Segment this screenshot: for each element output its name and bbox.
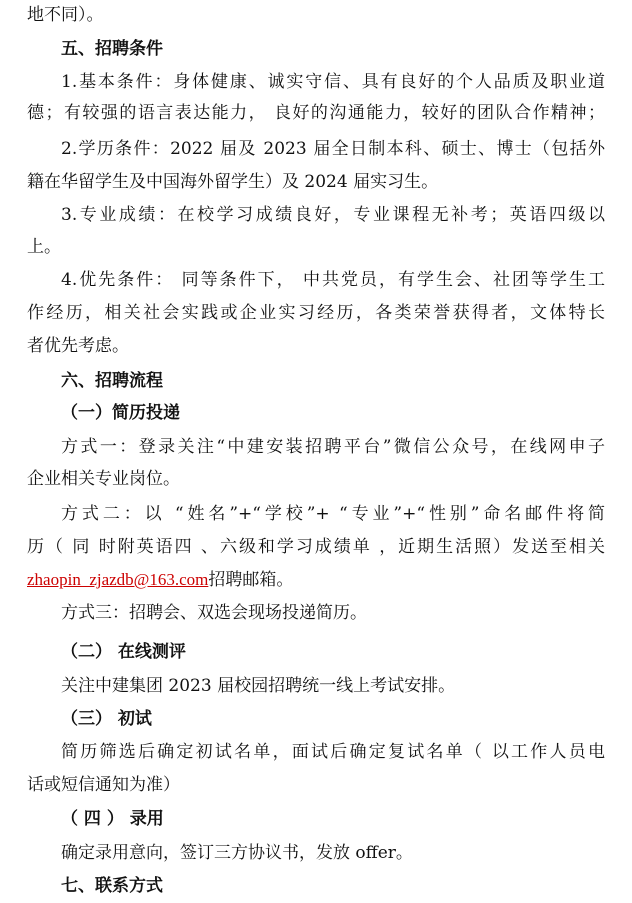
hiring-text: 确定录用意向，签订三方协议书，发放 offer。 bbox=[61, 843, 413, 863]
priority-conditions-line-2: 作经历，相关社会实践或企业实习经历，各类荣誉获得者，文体特长 bbox=[27, 303, 605, 323]
grade-conditions-line-1: 3.专业成绩：在校学习成绩良好，专业课程无补考；英语四级以 bbox=[61, 205, 605, 225]
basic-conditions-line-2: 德；有较强的语言表达能力， 良好的沟通能力，较好的团队合作精神； bbox=[27, 103, 605, 123]
submission-method-2-line-2: 历（ 同 时附英语四 、六级和学习成绩单 ，近期生活照）发送至相关 bbox=[27, 537, 605, 557]
section-7-heading: 七、联系方式 bbox=[61, 876, 163, 896]
education-conditions-line-1: 2.学历条件：2022 届及 2023 届全日制本科、硕士、博士（包括外 bbox=[61, 139, 605, 159]
first-interview-heading: （三） 初试 bbox=[61, 709, 152, 729]
submission-method-1-line-1: 方式一：登录关注“中建安装招聘平台”微信公众号，在线网申子 bbox=[61, 437, 605, 457]
resume-submission-heading: （一）简历投递 bbox=[61, 403, 180, 423]
submission-method-1-line-2: 企业相关专业岗位。 bbox=[27, 469, 180, 489]
education-conditions-line-2: 籍在华留学生及中国海外留学生）及 2024 届实习生。 bbox=[27, 172, 439, 192]
basic-conditions-line-1: 1.基本条件：身体健康、诚实守信、具有良好的个人品质及职业道 bbox=[61, 72, 605, 92]
hiring-heading: （ 四 ） 录用 bbox=[61, 809, 164, 829]
recruitment-email-link[interactable]: zhaopin_zjazdb@163.com bbox=[27, 570, 209, 589]
priority-conditions-line-3: 者优先考虑。 bbox=[27, 336, 129, 356]
email-suffix-text: 招聘邮箱。 bbox=[208, 570, 294, 590]
first-interview-text-line-1: 简历筛选后确定初试名单，面试后确定复试名单（ 以工作人员电 bbox=[61, 742, 605, 762]
online-assessment-text: 关注中建集团 2023 届校园招聘统一线上考试安排。 bbox=[61, 676, 456, 696]
first-interview-text-line-2: 话或短信通知为准） bbox=[27, 775, 180, 795]
top-fragment-text: 地不同）。 bbox=[27, 5, 104, 25]
section-5-heading: 五、招聘条件 bbox=[61, 39, 163, 59]
email-line bbox=[27, 570, 293, 590]
section-6-heading: 六、招聘流程 bbox=[61, 371, 163, 391]
submission-method-2-line-1: 方式二：以 “姓名”+“学校”+ “专业”+“性别”命名邮件将简 bbox=[61, 504, 605, 524]
grade-conditions-line-2: 上。 bbox=[27, 237, 61, 257]
online-assessment-heading: （二） 在线测评 bbox=[61, 642, 186, 662]
submission-method-3: 方式三：招聘会、双选会现场投递简历。 bbox=[61, 603, 367, 623]
priority-conditions-line-1: 4.优先条件： 同等条件下， 中共党员，有学生会、社团等学生工 bbox=[61, 270, 605, 290]
